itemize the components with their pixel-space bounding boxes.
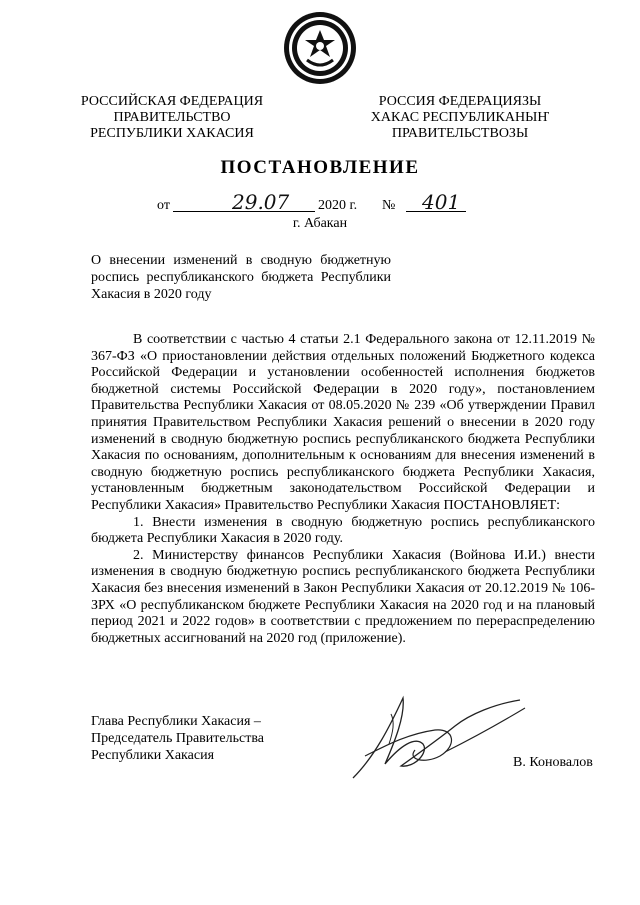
- document-body: [91, 332, 595, 647]
- signatory-name: В. Коновалов: [513, 755, 593, 770]
- item-1-paragraph: 1. Внести изменения в сводную бюджетную роспись республиканского бюджета Республики Хакасия в 2020 году.: [91, 514, 595, 547]
- document-subject: О внесении изменений в сводную бюджетную роспись республиканского бюджета Республики Хакасия в 2020 году: [91, 253, 391, 302]
- signatory-position: [91, 713, 264, 764]
- header-right-line: РОССИЯ ФЕДЕРАЦИЯЗЫ: [378, 94, 542, 109]
- coat-of-arms-emblem: [281, 10, 359, 86]
- signatory-position-line: Председатель Правительства: [91, 731, 264, 746]
- header-right-block: [345, 94, 575, 142]
- header-right-line: ПРАВИТЕЛЬСТВОЗЫ: [391, 126, 529, 141]
- header-right-line: ХАКАС РЕСПУБЛИКАНЫҤ: [370, 110, 550, 125]
- signatory-position-line: Глава Республики Хакасия –: [91, 714, 261, 729]
- header-left-line: РОССИЙСКАЯ ФЕДЕРАЦИЯ: [80, 94, 264, 109]
- date-number-line: [0, 190, 640, 216]
- document-title: ПОСТАНОВЛЕНИЕ: [220, 157, 420, 178]
- signatory-position-line: Республики Хакасия: [91, 748, 215, 763]
- city-label: г. Абакан: [292, 216, 348, 231]
- header-left-block: [62, 94, 282, 142]
- handwritten-date: 29.07: [232, 190, 290, 214]
- header-left-line: РЕСПУБЛИКИ ХАКАСИЯ: [90, 126, 254, 141]
- preamble-paragraph: В соответствии с частью 4 статьи 2.1 Федерального закона от 12.11.2019 № 367-ФЗ «О приостановлении действия отдельных положений Бюджетного кодекса Российской Федерации и установлении особенностей исполнения бюджетов бюджетной системы Российской Федерации в 2020 году», постановлением Правительства Республики Хакасия от 08.05.2020 № 239 «Об утверждении Правил принятия Правительством Республики Хакасия решений о внесении в 2020 году изменений в сводную бюджетную роспись республиканского бюджета Республики Хакасия по основаниям, дополнительным к основаниям для внесения изменений в сводную бюджетную роспись республиканского бюджета Республики Хакасия, установленным бюджетным законодательством Российской Федерации и Республики Хакасия» Правительство Республики Хакасия ПОСТАНОВЛЯЕТ:: [91, 332, 595, 513]
- handwritten-number: 401: [422, 190, 461, 214]
- item-2-paragraph: 2. Министерству финансов Республики Хакасия (Войнова И.И.) внести изменения в сводную бюджетную роспись республиканского бюджета Республики Хакасия без внесения изменений в Закон Республики Хакасия от 20.12.2019 № 106-ЗРХ «О республиканском бюджете Республики Хакасия на 2020 год и на плановый период 2021 и 2022 годов» в соответствии с предложением по перераспределению бюджетных ассигнований на 2020 год (приложение).: [91, 547, 595, 646]
- date-from-label: от: [157, 198, 170, 213]
- handwritten-signature: [345, 686, 535, 786]
- number-sign-label: №: [382, 198, 396, 213]
- header-left-line: ПРАВИТЕЛЬСТВО: [113, 110, 231, 125]
- year-label: 2020 г.: [318, 198, 358, 213]
